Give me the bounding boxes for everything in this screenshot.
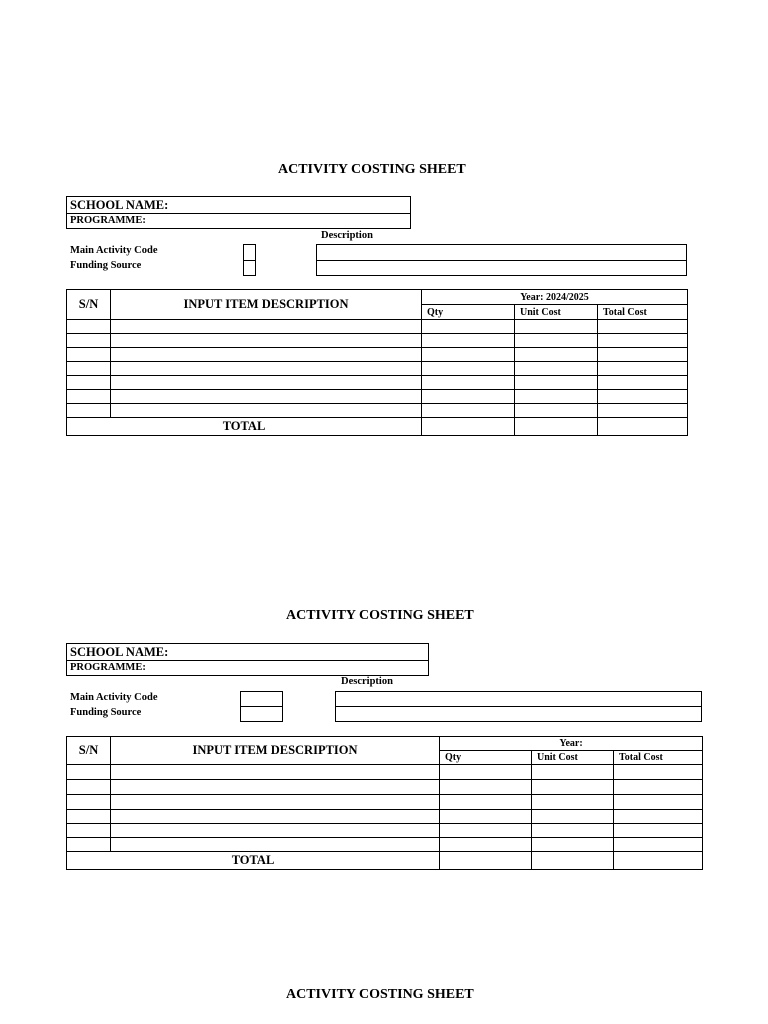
unit-cost-header: Unit Cost <box>515 305 598 320</box>
total-cost-cell[interactable] <box>614 765 703 780</box>
total-cost-cell[interactable] <box>614 795 703 810</box>
sheet-title: ACTIVITY COSTING SHEET <box>286 608 474 623</box>
unit-cost-cell[interactable] <box>515 334 598 348</box>
funding-source-input[interactable] <box>241 707 282 721</box>
sn-cell[interactable] <box>67 348 111 362</box>
grand-total-cell[interactable] <box>614 852 703 870</box>
total-cost-cell[interactable] <box>598 320 688 334</box>
qty-cell[interactable] <box>440 795 532 810</box>
qty-cell[interactable] <box>422 348 515 362</box>
activity-description-input[interactable] <box>336 692 701 707</box>
qty-cell[interactable] <box>422 320 515 334</box>
qty-cell[interactable] <box>422 362 515 376</box>
funding-source-input[interactable] <box>244 261 255 275</box>
table-row <box>67 404 688 418</box>
sn-cell[interactable] <box>67 404 111 418</box>
main-activity-code-input[interactable] <box>241 692 282 707</box>
description-cell[interactable] <box>111 838 440 852</box>
total-row <box>67 418 688 436</box>
table-row <box>67 765 703 780</box>
total-unit-cost-cell[interactable] <box>515 418 598 436</box>
sn-cell[interactable] <box>67 362 111 376</box>
total-cost-cell[interactable] <box>614 838 703 852</box>
sn-cell[interactable] <box>67 376 111 390</box>
sn-cell[interactable] <box>67 334 111 348</box>
description-cell[interactable] <box>111 390 422 404</box>
total-qty-cell[interactable] <box>440 852 532 870</box>
sn-cell[interactable] <box>67 795 111 810</box>
funding-description-input[interactable] <box>336 707 701 721</box>
funding-source-label: Funding Source <box>70 260 142 271</box>
total-qty-cell[interactable] <box>422 418 515 436</box>
funding-description-input[interactable] <box>317 261 686 275</box>
total-unit-cost-cell[interactable] <box>532 852 614 870</box>
unit-cost-cell[interactable] <box>515 404 598 418</box>
description-label: Description <box>321 230 373 241</box>
sheet-title: ACTIVITY COSTING SHEET <box>278 162 466 177</box>
programme-field[interactable] <box>67 661 428 675</box>
sheet-title: ACTIVITY COSTING SHEET <box>286 987 474 1002</box>
total-label: TOTAL <box>67 418 422 436</box>
unit-cost-cell[interactable] <box>532 810 614 824</box>
funding-source-label: Funding Source <box>70 707 142 718</box>
description-cell[interactable] <box>111 348 422 362</box>
qty-cell[interactable] <box>422 334 515 348</box>
unit-cost-cell[interactable] <box>515 320 598 334</box>
table-row <box>67 795 703 810</box>
table-row <box>67 320 688 334</box>
description-cell[interactable] <box>111 362 422 376</box>
programme-label: PROGRAMME: <box>70 215 146 226</box>
table-row <box>67 334 688 348</box>
sn-header: S/N <box>67 290 111 320</box>
code-funding-input-box <box>243 244 256 276</box>
qty-cell[interactable] <box>440 780 532 795</box>
total-cost-cell[interactable] <box>598 390 688 404</box>
unit-cost-cell[interactable] <box>532 765 614 780</box>
description-cell[interactable] <box>111 780 440 795</box>
main-activity-code-label: Main Activity Code <box>70 245 158 256</box>
school-info-box <box>66 643 429 676</box>
sn-cell[interactable] <box>67 765 111 780</box>
description-cell[interactable] <box>111 376 422 390</box>
unit-cost-header: Unit Cost <box>532 751 614 765</box>
main-activity-code-label: Main Activity Code <box>70 692 158 703</box>
description-input-box <box>335 691 702 722</box>
table-row <box>67 838 703 852</box>
total-cost-header: Total Cost <box>598 305 688 320</box>
table-row <box>67 780 703 795</box>
programme-field[interactable] <box>67 214 410 228</box>
description-cell[interactable] <box>111 404 422 418</box>
description-cell[interactable] <box>111 824 440 838</box>
total-cost-cell[interactable] <box>598 348 688 362</box>
qty-cell[interactable] <box>440 765 532 780</box>
unit-cost-cell[interactable] <box>515 362 598 376</box>
total-cost-cell[interactable] <box>614 824 703 838</box>
table-row <box>67 362 688 376</box>
unit-cost-cell[interactable] <box>515 390 598 404</box>
qty-header: Qty <box>422 305 515 320</box>
table-row <box>67 376 688 390</box>
qty-cell[interactable] <box>440 824 532 838</box>
description-cell[interactable] <box>111 320 422 334</box>
year-header: Year: 2024/2025 <box>422 290 688 305</box>
unit-cost-cell[interactable] <box>515 376 598 390</box>
main-activity-code-input[interactable] <box>244 245 255 261</box>
table-row <box>67 810 703 824</box>
sn-cell[interactable] <box>67 320 111 334</box>
sn-cell[interactable] <box>67 390 111 404</box>
description-cell[interactable] <box>111 795 440 810</box>
costing-table <box>66 289 688 436</box>
total-label: TOTAL <box>67 852 440 870</box>
unit-cost-cell[interactable] <box>515 348 598 362</box>
unit-cost-cell[interactable] <box>532 838 614 852</box>
sn-cell[interactable] <box>67 780 111 795</box>
description-cell[interactable] <box>111 334 422 348</box>
qty-cell[interactable] <box>422 376 515 390</box>
activity-description-input[interactable] <box>317 245 686 261</box>
input-item-description-header: INPUT ITEM DESCRIPTION <box>111 737 440 765</box>
programme-label: PROGRAMME: <box>70 662 146 673</box>
school-name-field[interactable] <box>67 644 428 661</box>
qty-header: Qty <box>440 751 532 765</box>
school-name-field[interactable] <box>67 197 410 214</box>
table-row <box>67 390 688 404</box>
grand-total-cell[interactable] <box>598 418 688 436</box>
costing-table <box>66 736 703 870</box>
description-cell[interactable] <box>111 765 440 780</box>
unit-cost-cell[interactable] <box>532 780 614 795</box>
qty-cell[interactable] <box>422 404 515 418</box>
table-row <box>67 824 703 838</box>
table-row <box>67 348 688 362</box>
total-cost-cell[interactable] <box>614 810 703 824</box>
sn-header: S/N <box>67 737 111 765</box>
input-item-description-header: INPUT ITEM DESCRIPTION <box>111 290 422 320</box>
total-cost-cell[interactable] <box>598 362 688 376</box>
unit-cost-cell[interactable] <box>532 795 614 810</box>
table-body <box>67 765 703 852</box>
total-cost-cell[interactable] <box>598 334 688 348</box>
unit-cost-cell[interactable] <box>532 824 614 838</box>
year-header: Year: <box>440 737 703 751</box>
school-name-label: SCHOOL NAME: <box>70 645 169 659</box>
qty-cell[interactable] <box>440 838 532 852</box>
school-info-box <box>66 196 411 229</box>
description-label: Description <box>341 676 393 687</box>
total-cost-header: Total Cost <box>614 751 703 765</box>
total-row <box>67 852 703 870</box>
code-funding-input-box <box>240 691 283 722</box>
total-cost-cell[interactable] <box>598 404 688 418</box>
school-name-label: SCHOOL NAME: <box>70 198 169 212</box>
sn-cell[interactable] <box>67 810 111 824</box>
table-body <box>67 320 688 418</box>
total-cost-cell[interactable] <box>614 780 703 795</box>
description-input-box <box>316 244 687 276</box>
qty-cell[interactable] <box>422 390 515 404</box>
sn-cell[interactable] <box>67 824 111 838</box>
description-cell[interactable] <box>111 810 440 824</box>
sn-cell[interactable] <box>67 838 111 852</box>
total-cost-cell[interactable] <box>598 376 688 390</box>
qty-cell[interactable] <box>440 810 532 824</box>
